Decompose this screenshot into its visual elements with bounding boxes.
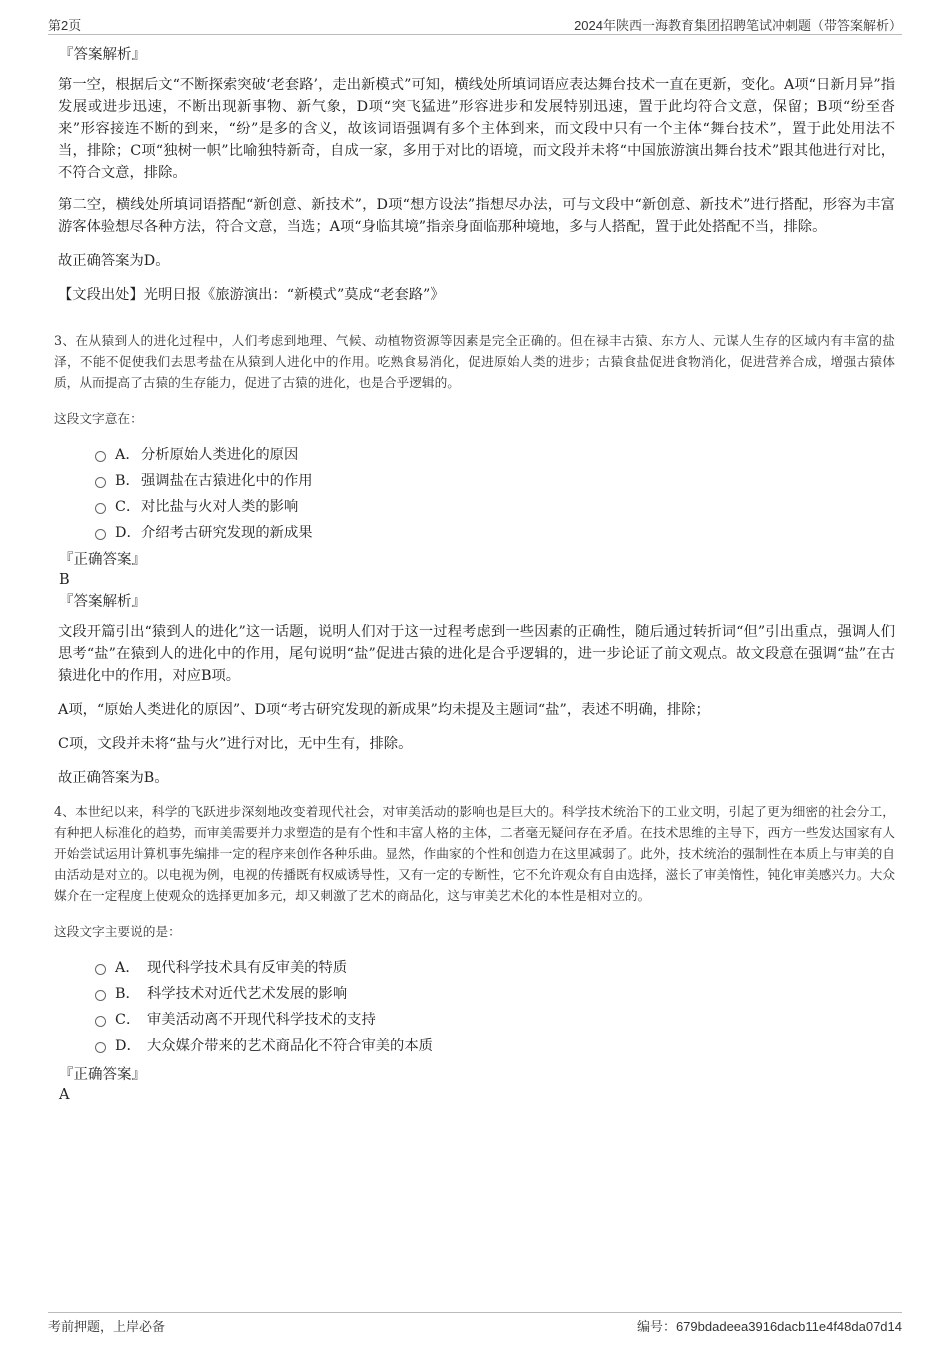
radio-icon[interactable] (95, 990, 106, 1001)
option-text: 分析原始人类进化的原因 (141, 447, 299, 463)
radio-icon[interactable] (95, 477, 106, 488)
q2-explanation-title: 『答案解析』 (59, 47, 146, 63)
q3-prompt: 这段文字意在： (54, 411, 143, 426)
q3-answer-title: 『正确答案』 (59, 552, 146, 568)
option-letter: B． (115, 986, 140, 1002)
q4-prompt: 这段文字主要说的是： (54, 924, 181, 939)
q3-options (55, 441, 895, 545)
option-text: 科学技术对近代艺术发展的影响 (147, 986, 348, 1002)
question-4 (55, 801, 895, 1104)
q3-explanation-para-1: 文段开篇引出“猿到人的进化”这一话题，说明人们对于这一过程考虑到一些因素的正确性，随后通过转折词“但”引出重点，强调人们思考“盐”在猿到人的进化中的作用，尾句说明“盐”促进古猿的进化是合乎逻辑的，进一步论证了前文观点。故文段意在强调“盐”在古猿进化中的作用，对应B项。 (58, 624, 895, 684)
q4-options (55, 954, 895, 1058)
q3-answer-conclusion: 故正确答案为B。 (58, 770, 169, 786)
option-letter: C． (115, 499, 141, 515)
q4-option-c[interactable] (95, 1006, 895, 1032)
radio-icon[interactable] (95, 1042, 106, 1053)
q3-option-b[interactable] (95, 467, 895, 493)
option-text: 大众媒介带来的艺术商品化不符合审美的本质 (147, 1038, 433, 1054)
option-letter: D． (115, 1038, 141, 1054)
document-title: 2024年陕西一海教育集团招聘笔试冲刺题（带答案解析） (574, 18, 902, 33)
q3-option-d[interactable] (95, 519, 895, 545)
page-content (55, 44, 895, 1104)
q4-stem: 4、本世纪以来，科学的飞跃进步深刻地改变着现代社会，对审美活动的影响也是巨大的。科学技术统治下的工业文明，引起了更为细密的社会分工，有种把人标准化的趋势，而审美需要并力求塑造的是有个性和丰富人格的主体，二者毫无疑问存在矛盾。在技术思维的主导下，西方一些发达国家有人开始尝试运用计算机事先编排一定的程序来创作各种乐曲。显然，作曲家的个性和创造力在这里减弱了。此外，技术统治的强制性在本质上与审美的自由活动是对立的。以电视为例，电视的传播既有权威诱导性，又有一定的专断性，它不允许观众有自由选择，滋长了审美惰性，钝化审美感兴力。大众媒介在一定程度上使观众的选择更加多元，却又刺激了艺术的商品化，这与审美艺术化的本性是相对立的。 (54, 804, 895, 903)
q2-answer-conclusion: 故正确答案为D。 (58, 253, 170, 269)
q3-stem: 3、在从猿到人的进化过程中，人们考虑到地理、气候、动植物资源等因素是完全正确的。但在禄丰古猿、东方人、元谋人生存的区域内有丰富的盐泽，不能不促使我们去思考盐在从猿到人进化中的作用。吃熟食易消化，促进原始人类的进步；古猿食盐促进食物消化，促进营养合成，增强古猿体质，从而提高了古猿的生存能力，促进了古猿的进化，也是合乎逻辑的。 (54, 333, 895, 390)
option-text: 介绍考古研究发现的新成果 (141, 525, 313, 541)
q3-explanation-para-2: A项，“原始人类进化的原因”、D项“考古研究发现的新成果”均未提及主题词“盐”，表述不明确，排除； (58, 702, 710, 718)
footer-code: 编号：679bdadeea3916dacb11e4f48da07d14 (636, 1319, 902, 1334)
q2-explanation-para-2: 第二空，横线处所填词语搭配“新创意、新技术”，D项“想方设法”指想尽办法，可与文段中“新创意、新技术”进行搭配，形容为丰富游客体验想尽各种方法，符合文意，当选；A项“身临其境”指亲身面临那种境地，多与人搭配，置于此处搭配不当，排除。 (58, 197, 895, 235)
option-letter: D． (115, 525, 141, 541)
option-text: 现代科学技术具有反审美的特质 (147, 960, 348, 976)
option-letter: A． (115, 960, 140, 976)
q4-answer-title: 『正确答案』 (59, 1067, 146, 1083)
page-footer (48, 1312, 902, 1335)
q4-option-a[interactable] (95, 954, 895, 980)
option-letter: A． (115, 447, 140, 463)
option-letter: B． (115, 473, 140, 489)
q4-answer: A (59, 1087, 70, 1103)
q2-source: 【文段出处】光明日报《旅游演出：“新模式”莫成“老套路”》 (58, 287, 445, 303)
q3-explanation-para-3: C项，文段并未将“盐与火”进行对比，无中生有，排除。 (58, 736, 413, 752)
q3-option-c[interactable] (95, 493, 895, 519)
option-text: 对比盐与火对人类的影响 (141, 499, 299, 515)
q2-explanation-para-1: 第一空，根据后文“不断探索突破‘老套路’，走出新模式”可知，横线处所填词语应表达舞台技术一直在更新，变化。A项“日新月异”指发展或进步迅速，不断出现新事物、新气象，D项“突飞猛进”形容进步和发展特别迅速，置于此均符合文意，保留；B项“纷至沓来”形容接连不断的到来，“纷”是多的含义，故该词语强调有多个主体到来，而文段中只有一个主体“舞台技术”，置于此处用法不当，排除；C项“独树一帜”比喻独特新奇，自成一家，多用于对比的语境，而文段并未将“中国旅游演出舞台技术”跟其他进行对比，不符合文意，排除。 (58, 77, 895, 181)
page-number: 第2页 (48, 18, 82, 33)
radio-icon[interactable] (95, 964, 106, 975)
option-text: 审美活动离不开现代科学技术的支持 (147, 1012, 376, 1028)
q4-option-d[interactable] (95, 1032, 895, 1058)
radio-icon[interactable] (95, 1016, 106, 1027)
radio-icon[interactable] (95, 503, 106, 514)
option-letter: C． (115, 1012, 141, 1028)
q3-answer: B (59, 572, 70, 588)
q3-explanation-title: 『答案解析』 (59, 594, 146, 610)
q3-option-a[interactable] (95, 441, 895, 467)
question-3 (55, 330, 895, 789)
q4-option-b[interactable] (95, 980, 895, 1006)
option-text: 强调盐在古猿进化中的作用 (141, 473, 313, 489)
radio-icon[interactable] (95, 451, 106, 462)
radio-icon[interactable] (95, 529, 106, 540)
page-header (48, 12, 902, 35)
q2-explanation (55, 44, 895, 306)
footer-slogan: 考前押题，上岸必备 (48, 1319, 166, 1334)
